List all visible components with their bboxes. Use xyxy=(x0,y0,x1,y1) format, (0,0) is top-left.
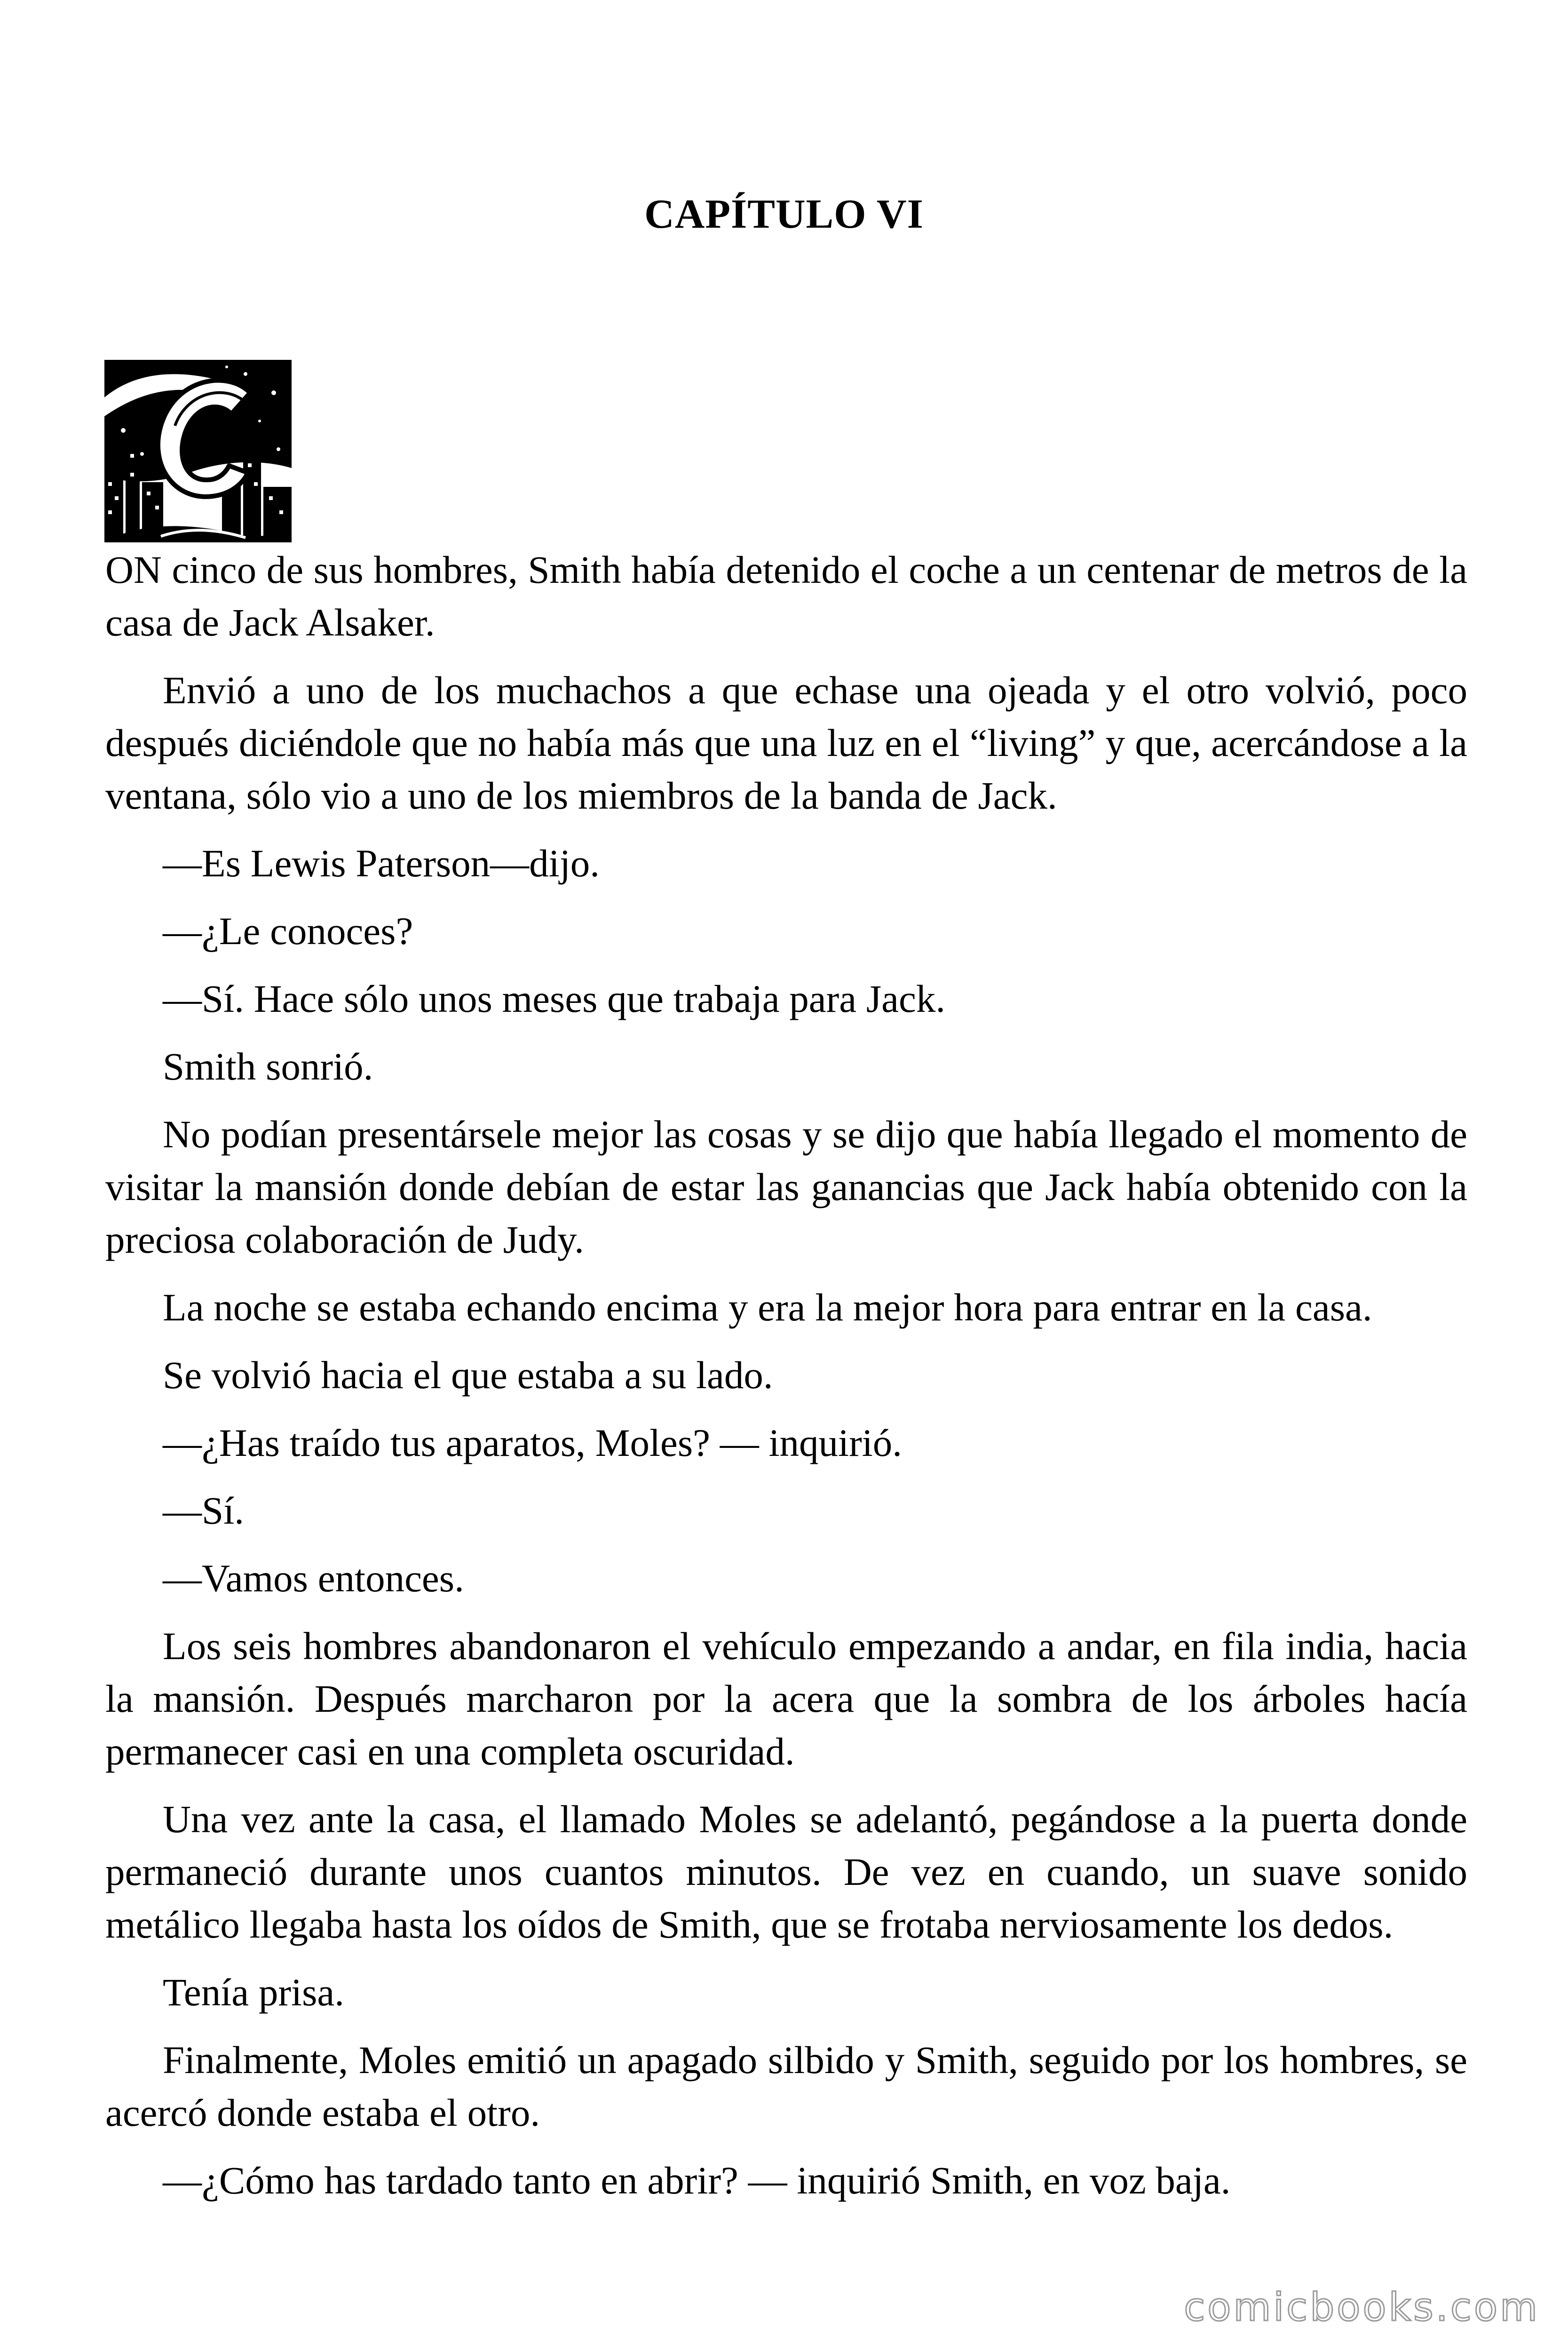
body-text xyxy=(105,543,1467,2222)
paragraph: Envió a uno de los muchachos a que echase una ojeada y el otro volvió, poco después diciéndole que no había más que una luz en el “living” y que, acercándose a la ventana, sólo vio a uno de los miembros de la banda de Jack. xyxy=(105,668,1467,817)
paragraph: La noche se estaba echando encima y era la mejor hora para entrar en la casa. xyxy=(163,1286,1372,1329)
dialogue-line: —Sí. Hace sólo unos meses que trabaja para Jack. xyxy=(163,977,946,1020)
paragraph: Finalmente, Moles emitió un apagado silbido y Smith, seguido por los hombres, se acercó donde estaba el otro. xyxy=(105,2038,1467,2134)
dialogue-line: —¿Le conoces? xyxy=(163,909,413,953)
dialogue-line: —Vamos entonces. xyxy=(163,1557,464,1600)
paragraph: Tenía prisa. xyxy=(163,1971,344,2014)
dialogue-line: —¿Has traído tus aparatos, Moles? — inquirió. xyxy=(163,1421,903,1464)
dialogue-line: —Es Lewis Paterson—dijo. xyxy=(163,842,600,885)
paragraph: Una vez ante la casa, el llamado Moles se adelantó, pegándose a la puerta donde permaneció durante unos cuantos minutos. De vez en cuando, un suave sonido metálico llegaba hasta los oídos de Smith, que se frotaba nerviosamente los dedos. xyxy=(105,1797,1467,1946)
paragraph: Los seis hombres abandonaron el vehículo empezando a andar, en fila india, hacia la mansión. Después marcharon por la acera que la sombra de los árboles hacía permanecer casi en una completa oscuridad. xyxy=(105,1624,1467,1773)
paragraph: Smith sonrió. xyxy=(163,1045,373,1088)
dropcap-c-icon xyxy=(104,360,292,542)
dialogue-line: —Sí. xyxy=(163,1489,244,1532)
paragraph: No podían presentársele mejor las cosas y se dijo que había llegado el momento de visitar la mansión donde debían de estar las ganancias que Jack había obtenido con la preciosa colaboración de Judy. xyxy=(105,1112,1467,1261)
paragraph: Se volvió hacia el que estaba a su lado. xyxy=(163,1353,773,1397)
chapter-title: CAPÍTULO VI xyxy=(644,191,924,237)
watermark: comicbooks.com xyxy=(1184,2285,1540,2330)
dialogue-line: —¿Cómo has tardado tanto en abrir? — inquirió Smith, en voz baja. xyxy=(163,2159,1231,2202)
paragraph: ON cinco de sus hombres, Smith había detenido el coche a un centenar de metros de la casa de Jack Alsaker. xyxy=(105,548,1467,644)
